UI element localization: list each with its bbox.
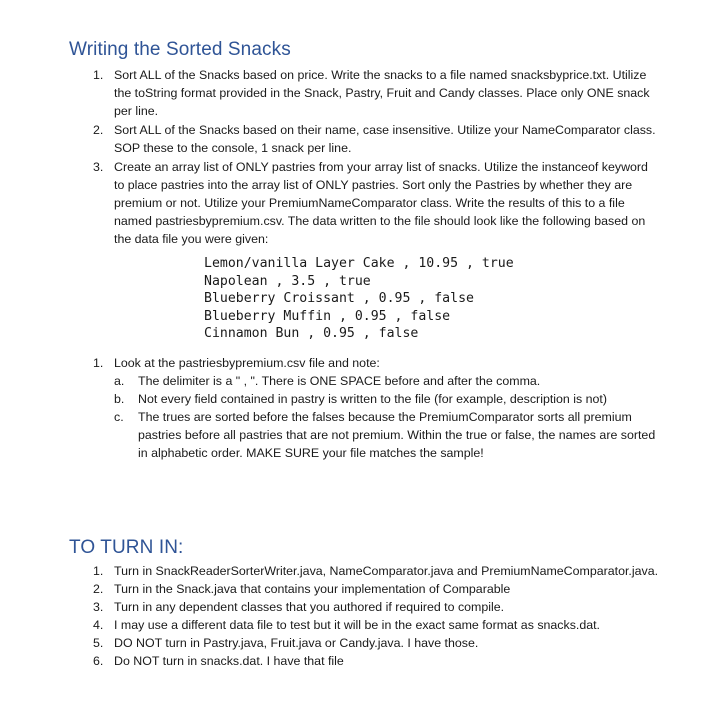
section-title-writing-sorted-snacks: Writing the Sorted Snacks: [69, 39, 291, 60]
list-item-number: 5.: [93, 636, 104, 650]
list-item: [93, 580, 659, 598]
sublist-item: [114, 390, 659, 408]
notes-sublist: [93, 372, 659, 462]
sublist-item-letter: b.: [114, 392, 125, 406]
list-item: [93, 562, 659, 580]
list-item: [93, 652, 659, 670]
list-item-text: Turn in the Snack.java that contains your implementation of Comparable: [114, 582, 511, 596]
sublist-item: [114, 372, 659, 390]
list-item-text: I may use a different data file to test but it will be in the exact same format as snacks.dat.: [114, 618, 600, 632]
sublist-item-letter: a.: [114, 374, 125, 388]
list-item: [93, 158, 659, 248]
list-item-number: 2.: [93, 123, 104, 137]
list-item: [93, 616, 659, 634]
list-item-number: 6.: [93, 654, 104, 668]
sublist-item-text: Not every field contained in pastry is written to the file (for example, description is not): [138, 392, 607, 406]
list-item: [93, 634, 659, 652]
list-item-number: 2.: [93, 582, 104, 596]
sample-csv-output: [204, 255, 514, 343]
section-title-to-turn-in: TO TURN IN:: [69, 537, 184, 558]
list-item-number: 1.: [93, 356, 104, 370]
sample-line: Lemon/vanilla Layer Cake , 10.95 , true: [204, 256, 514, 271]
list-item-text: Sort ALL of the Snacks based on price. Write the snacks to a file named snacksbyprice.txt. Utilize the toString format provided in the Snack, Pastry, Fruit and Candy classes. Place only ONE snack per line.: [114, 68, 650, 118]
list-item-text: Do NOT turn in snacks.dat. I have that file: [114, 654, 344, 668]
list-item: [93, 66, 659, 120]
list-item: [93, 354, 659, 372]
sublist-item-text: The trues are sorted before the falses because the PremiumComparator sorts all premium pastries before all pastries that are not premium. Within the true or false, the names are sorted in alphabetic order. MAKE SURE your file matches the sample!: [138, 410, 656, 460]
list-item-text: Look at the pastriesbypremium.csv file and note:: [114, 356, 380, 370]
list-item-number: 1.: [93, 564, 104, 578]
list-item-text: DO NOT turn in Pastry.java, Fruit.java or Candy.java. I have those.: [114, 636, 479, 650]
list-item-text: Turn in any dependent classes that you authored if required to compile.: [114, 600, 505, 614]
list-item-text: Sort ALL of the Snacks based on their name, case insensitive. Utilize your NameComparator class. SOP these to the console, 1 snack per line.: [114, 123, 656, 155]
list-item-number: 4.: [93, 618, 104, 632]
turn-in-list: [93, 562, 659, 670]
sublist-item-text: The delimiter is a " , ". There is ONE SPACE before and after the comma.: [138, 374, 541, 388]
list-item-text: Create an array list of ONLY pastries from your array list of snacks. Utilize the instanceof keyword to place pastries into the array list of ONLY pastries. Sort only the Pastries by whether they are premium or not. Utilize your PremiumNameComparator class. Write the results of this to a file named pastriesbypremium.csv. The data written to the file should look like the following based on the data file you were given:: [114, 160, 648, 246]
sample-line: Blueberry Croissant , 0.95 , false: [204, 291, 474, 306]
sample-line: Blueberry Muffin , 0.95 , false: [204, 308, 451, 324]
sublist-item-letter: c.: [114, 410, 124, 424]
list-item-number: 3.: [93, 600, 104, 614]
instructions-list: [93, 66, 659, 248]
list-item: [93, 598, 659, 616]
sample-line: Cinnamon Bun , 0.95 , false: [204, 326, 419, 341]
sublist-item: [114, 408, 659, 462]
notes-list: [93, 354, 659, 372]
list-item: [93, 121, 659, 157]
list-item-number: 1.: [93, 68, 104, 82]
list-item-number: 3.: [93, 160, 104, 174]
list-item-text: Turn in SnackReaderSorterWriter.java, NameComparator.java and PremiumNameComparator.java.: [114, 564, 659, 578]
sample-line: Napolean , 3.5 , true: [204, 273, 371, 289]
